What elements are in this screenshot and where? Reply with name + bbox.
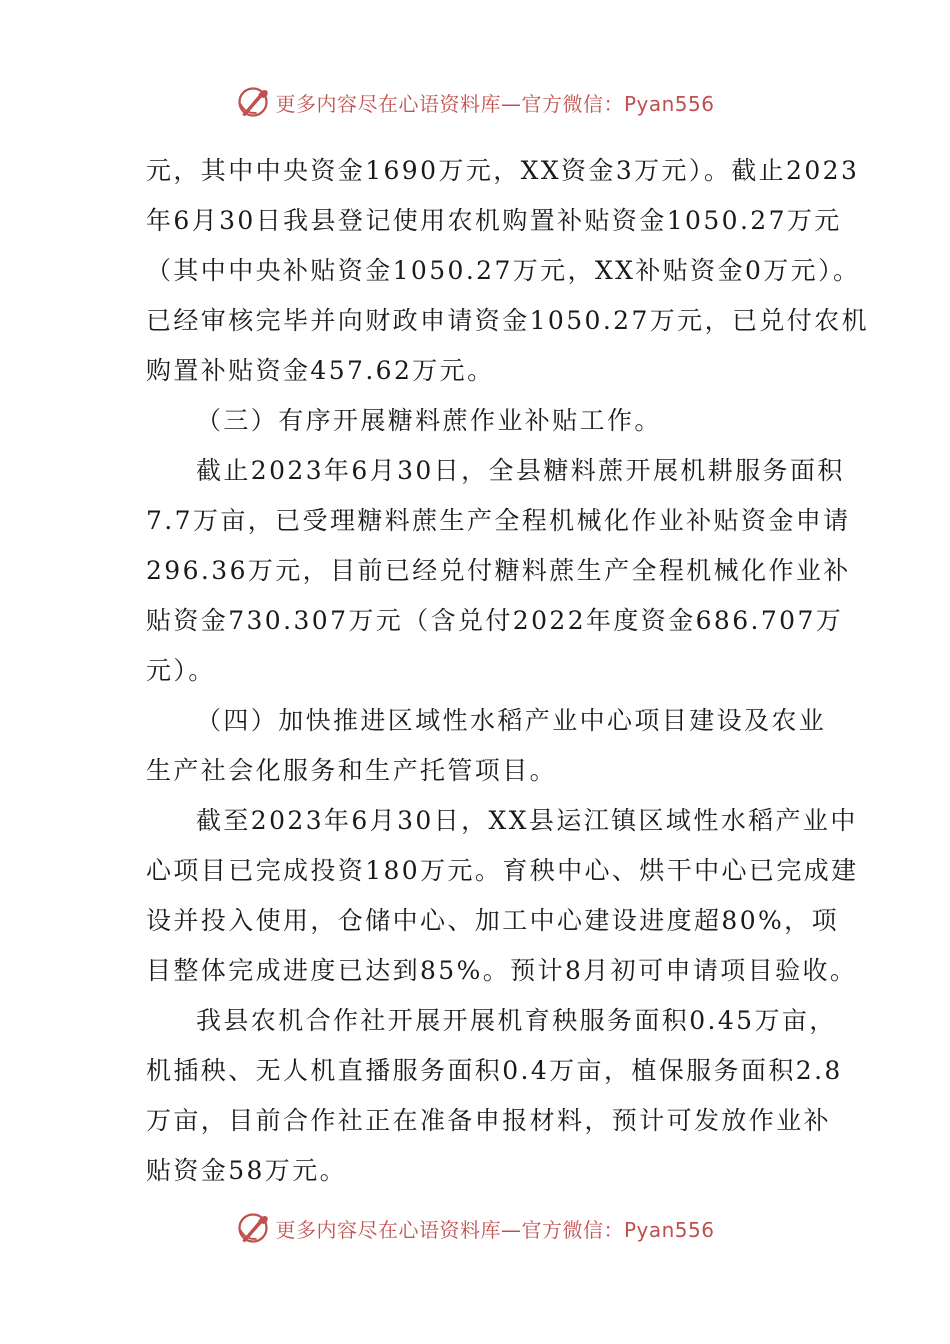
section-heading: （三）有序开展糖料蔗作业补贴工作。 [196,406,662,435]
paragraph-line: 机插秧、无人机直播服务面积0.4万亩，植保服务面积2.8 [146,1056,843,1085]
paragraph-line: 心项目已完成投资180万元。育秧中心、烘干中心已完成建 [146,856,859,885]
footer-banner [0,1206,950,1250]
paragraph-line: 购置补贴资金457.62万元。 [146,356,495,385]
paragraph-line: 已经审核完毕并向财政申请资金1050.27万元，已兑付农机 [146,306,869,335]
paragraph-line: 7.7万亩，已受理糖料蔗生产全程机械化作业补贴资金申请 [146,506,851,535]
paragraph-line: 目整体完成进度已达到85%。预计8月初可申请项目验收。 [146,956,858,985]
paragraph-line: 贴资金730.307万元（含兑付2022年度资金686.707万 [146,606,844,635]
paragraph-line: 元，其中中央资金1690万元，XX资金3万元）。截止2023 [146,156,860,185]
quill-pen-icon [235,84,271,120]
section-heading: （四）加快推进区域性水稻产业中心项目建设及农业 [196,706,827,735]
banner-text: 更多内容尽在心语资料库—官方微信：Pyan556 [275,1217,715,1242]
paragraph-line: 截至2023年6月30日，XX县运江镇区域性水稻产业中 [196,806,858,835]
section-heading-continued: 生产社会化服务和生产托管项目。 [146,756,558,785]
paragraph-line: 设并投入使用，仓储中心、加工中心建设进度超80%，项 [146,906,839,935]
paragraph-line: 296.36万元，目前已经兑付糖料蔗生产全程机械化作业补 [146,556,851,585]
paragraph-line: 我县农机合作社开展开展机育秧服务面积0.45万亩， [196,1006,837,1035]
paragraph-line: 元）。 [146,656,216,685]
paragraph-line: 年6月30日我县登记使用农机购置补贴资金1050.27万元 [146,206,842,235]
paragraph-line: 贴资金58万元。 [146,1156,348,1185]
header-banner [0,80,950,124]
quill-pen-icon [235,1210,271,1246]
paragraph-line: 截止2023年6月30日，全县糖料蔗开展机耕服务面积 [196,456,845,485]
paragraph-line: （其中中央补贴资金1050.27万元，XX补贴资金0万元）。 [146,256,861,285]
banner-text: 更多内容尽在心语资料库—官方微信：Pyan556 [275,91,715,116]
paragraph-line: 万亩，目前合作社正在准备申报材料，预计可发放作业补 [146,1106,832,1135]
